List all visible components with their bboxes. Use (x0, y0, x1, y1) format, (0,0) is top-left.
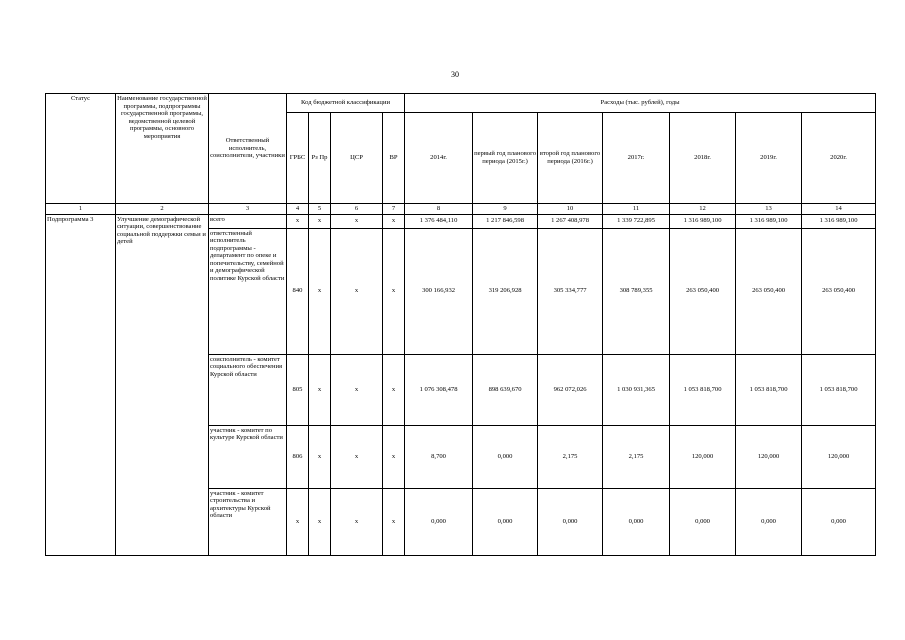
header-responsible: Ответственный исполнитель, соисполнители, участники (209, 94, 287, 204)
vr-cell: х (383, 488, 405, 555)
budget-table (45, 93, 876, 556)
value-2015: 0,000 (473, 425, 538, 488)
grbs-cell: 805 (287, 354, 309, 425)
header-2018: 2018г. (670, 113, 736, 204)
value-2020: 1 053 818,700 (802, 354, 876, 425)
header-2019: 2019г. (736, 113, 802, 204)
value-2019: 1 053 818,700 (736, 354, 802, 425)
value-2020: 0,000 (802, 488, 876, 555)
header-csr: ЦСР (331, 113, 383, 204)
grbs-cell: х (287, 214, 309, 228)
header-2014: 2014г. (405, 113, 473, 204)
value-2019: 263 050,400 (736, 228, 802, 354)
header-vr: ВР (383, 113, 405, 204)
value-2018: 263 050,400 (670, 228, 736, 354)
col-number: 8 (405, 204, 473, 215)
value-2015: 898 639,670 (473, 354, 538, 425)
rzpr-cell: х (309, 228, 331, 354)
col-number: 14 (802, 204, 876, 215)
value-2017: 0,000 (603, 488, 670, 555)
header-2020: 2020г. (802, 113, 876, 204)
responsible-cell: ответственный исполнитель подпрограммы - департамент по опеке и попечительству, семейной и демографической политике Курской области (209, 228, 287, 354)
value-2018: 120,000 (670, 425, 736, 488)
value-2016: 2,175 (538, 425, 603, 488)
grbs-cell: 806 (287, 425, 309, 488)
value-2015: 319 206,928 (473, 228, 538, 354)
col-number: 7 (383, 204, 405, 215)
header-row-1 (46, 94, 876, 113)
col-number: 9 (473, 204, 538, 215)
header-grbs: ГРБС (287, 113, 309, 204)
value-2016: 0,000 (538, 488, 603, 555)
col-number: 12 (670, 204, 736, 215)
header-2017: 2017г. (603, 113, 670, 204)
col-number: 3 (209, 204, 287, 215)
value-2014: 8,700 (405, 425, 473, 488)
value-2014: 0,000 (405, 488, 473, 555)
rzpr-cell: х (309, 425, 331, 488)
responsible-cell: всего (209, 214, 287, 228)
value-2020: 263 050,400 (802, 228, 876, 354)
value-2017: 1 339 722,895 (603, 214, 670, 228)
value-2014: 300 166,932 (405, 228, 473, 354)
rzpr-cell: х (309, 488, 331, 555)
value-2019: 1 316 989,100 (736, 214, 802, 228)
value-2018: 1 316 989,100 (670, 214, 736, 228)
csr-cell: х (331, 214, 383, 228)
value-2016: 962 072,026 (538, 354, 603, 425)
value-2019: 120,000 (736, 425, 802, 488)
table-row (46, 214, 876, 228)
vr-cell: х (383, 228, 405, 354)
header-status: Статус (46, 94, 116, 204)
col-number: 2 (116, 204, 209, 215)
value-2014: 1 076 308,478 (405, 354, 473, 425)
value-2018: 1 053 818,700 (670, 354, 736, 425)
csr-cell: х (331, 425, 383, 488)
header-rzpr: Рз Пр (309, 113, 331, 204)
header-budget-code: Код бюджетной классификации (287, 94, 405, 113)
col-number: 13 (736, 204, 802, 215)
column-number-row (46, 204, 876, 215)
value-2015: 1 217 846,598 (473, 214, 538, 228)
col-number: 1 (46, 204, 116, 215)
vr-cell: х (383, 214, 405, 228)
responsible-cell: участник - комитет строительства и архитектуры Курской области (209, 488, 287, 555)
value-2014: 1 376 484,110 (405, 214, 473, 228)
header-2015: первый год планового периода (2015г.) (473, 113, 538, 204)
value-2020: 1 316 989,100 (802, 214, 876, 228)
col-number: 10 (538, 204, 603, 215)
col-number: 4 (287, 204, 309, 215)
value-2019: 0,000 (736, 488, 802, 555)
rzpr-cell: х (309, 214, 331, 228)
value-2020: 120,000 (802, 425, 876, 488)
page-number: 30 (451, 70, 459, 79)
program-name-cell: Улучшение демографической ситуации, совершенствование социальной поддержки семьи и детей (116, 214, 209, 555)
vr-cell: х (383, 354, 405, 425)
value-2016: 1 267 408,978 (538, 214, 603, 228)
vr-cell: х (383, 425, 405, 488)
value-2017: 308 789,355 (603, 228, 670, 354)
grbs-cell: х (287, 488, 309, 555)
col-number: 5 (309, 204, 331, 215)
value-2015: 0,000 (473, 488, 538, 555)
responsible-cell: участник - комитет по культуре Курской области (209, 425, 287, 488)
value-2018: 0,000 (670, 488, 736, 555)
csr-cell: х (331, 354, 383, 425)
csr-cell: х (331, 488, 383, 555)
rzpr-cell: х (309, 354, 331, 425)
status-cell: Подпрограмма 3 (46, 214, 116, 555)
col-number: 6 (331, 204, 383, 215)
value-2016: 305 334,777 (538, 228, 603, 354)
grbs-cell: 840 (287, 228, 309, 354)
col-number: 11 (603, 204, 670, 215)
header-expenses: Расходы (тыс. рублей), годы (405, 94, 876, 113)
header-program-name: Наименование государственной программы, подпрограммы государственной программы, ведомственной целевой программы, основного мероприятия (116, 94, 209, 204)
responsible-cell: соисполнитель - комитет социального обеспечения Курской области (209, 354, 287, 425)
header-2016: второй год планового периода (2016г.) (538, 113, 603, 204)
value-2017: 2,175 (603, 425, 670, 488)
value-2017: 1 030 931,365 (603, 354, 670, 425)
csr-cell: х (331, 228, 383, 354)
